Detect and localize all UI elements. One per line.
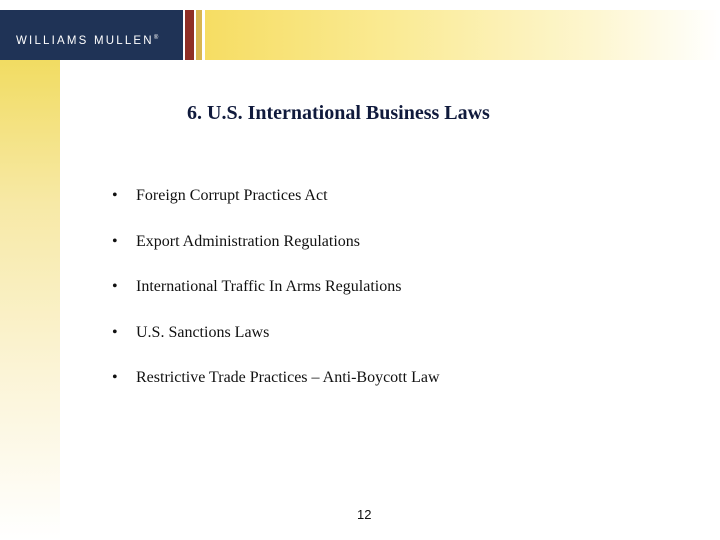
bullet-text: U.S. Sanctions Laws	[136, 323, 270, 341]
left-gradient-band	[0, 60, 60, 540]
header-gradient-band	[205, 10, 720, 60]
bullet-text: Foreign Corrupt Practices Act	[136, 187, 328, 204]
bullet-icon: •	[112, 278, 118, 295]
page-number: 12	[357, 507, 372, 522]
slide-title: 6. U.S. International Business Laws	[187, 102, 490, 124]
bullet-icon: •	[112, 369, 118, 386]
accent-bar-red	[185, 10, 194, 60]
bullet-icon: •	[112, 323, 118, 341]
company-logo	[0, 10, 183, 60]
registered-mark: ®	[153, 35, 161, 42]
bullet-icon: •	[112, 187, 118, 204]
bullet-text: International Traffic In Arms Regulations	[136, 278, 402, 295]
accent-bar-gold	[196, 10, 202, 60]
bullet-text: Restrictive Trade Practices – Anti-Boycott Law	[136, 369, 440, 386]
logo-name: WILLIAMS MULLEN	[16, 35, 154, 47]
bullet-text: Export Administration Regulations	[136, 232, 360, 250]
bullet-icon: •	[112, 232, 118, 250]
logo-text	[16, 35, 160, 47]
